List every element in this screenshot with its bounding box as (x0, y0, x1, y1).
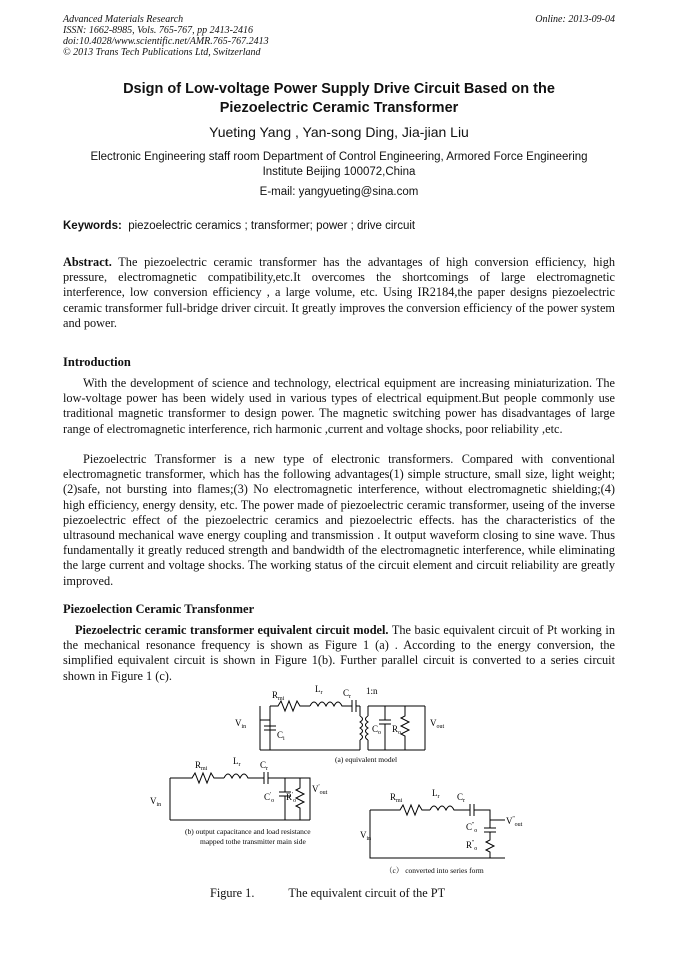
ro-label-b: $R'_o$ (286, 792, 297, 804)
figure-c-label: （c） converted into series form (385, 866, 484, 875)
rmi-label-c: $R_{mi}$ (390, 792, 403, 804)
email: E-mail: yangyueting@sina.com (259, 186, 419, 198)
lr-label-a: $L_r$ (315, 684, 323, 696)
equivalent-circuit-figure (150, 680, 560, 880)
title-line-1: Dsign of Low-voltage Power Supply Drive Circuit Based on the (123, 81, 555, 97)
title-line-2: Piezoelectric Ceramic Transformer (219, 100, 459, 116)
co-label-a: $C_o$ (372, 724, 382, 736)
section-2-text: The basic equivalent circuit of Pt working in the mechanical resonance frequency is shown as Figure 1 (a) . According to the energy conversion, the simplified equivalent circuit is shown in Figure 1(b). Further parallel circuit is converted to a series circuit shown in Figure 1 (c). (63, 623, 615, 683)
cr-label-b: $C_r$ (260, 760, 269, 772)
figure-caption (210, 886, 445, 901)
rmi-label-b: $R_{mi}$ (195, 760, 208, 772)
cr-label-c: $C_r$ (457, 792, 466, 804)
section-2-paragraph (63, 623, 615, 684)
journal-name: Advanced Materials Research (63, 14, 184, 25)
figure-b-label-1: (b) output capacitance and load resistance (185, 827, 311, 836)
vout-label-b: $V'_{out}$ (312, 784, 328, 796)
figure-caption-text: The equivalent circuit of the PT (288, 886, 446, 900)
ro-label-a: $R_o$ (392, 724, 402, 736)
ro-label-c: $R''_o$ (466, 840, 478, 852)
vout-label-c: $V''_{out}$ (506, 816, 523, 828)
section-2-lead: Piezoelectric ceramic transformer equivalent circuit model. (75, 623, 389, 637)
abstract (63, 255, 615, 331)
intro-p1-text: With the development of science and technology, electrical equipment are increasing miniaturization. The low-voltage power has been widely used in various types of electrical equipment.But people commonly use traditional magnetic transformer to design power. The magnetic switching power has disadvantages of large range of electromagnetic interference, rich harmonic ,current and voltage shocks, poor reliability ,etc. (63, 376, 615, 436)
copyright-line: © 2013 Trans Tech Publications Ltd, Switzerland (63, 47, 261, 58)
keywords-label: Keywords: (63, 220, 122, 232)
keywords-text: piezoelectric ceramics ; transformer; power ; drive circuit (128, 220, 416, 232)
ratio-label: 1:n (366, 686, 378, 696)
introduction-heading: Introduction (63, 355, 131, 369)
vin-label-b: $V_{in}$ (150, 796, 162, 808)
affiliation (63, 150, 615, 180)
co-label-c: $C''_o$ (466, 822, 478, 834)
ci-label: $C_i$ (277, 730, 285, 742)
online-date: Online: 2013-09-04 (535, 14, 615, 25)
co-label-b: $C'_o$ (264, 792, 275, 804)
section-2-heading: Piezoelection Ceramic Transfonmer (63, 602, 255, 616)
abstract-text: The piezoelectric ceramic transformer has the advantages of high conversion efficiency, high pressure, electromagnetic compatibility,etc.It overcomes the shortcomings of large electromagnetic interference, low conversion efficiency , a large volume, etc. Using IR2184,the paper designs piezoelectric ceramic transformer full-bridge driver circuit. It greatly improves the conversion efficiency of the power system and power. (63, 255, 615, 330)
abstract-label: Abstract. (63, 255, 112, 269)
intro-paragraph-2 (63, 452, 615, 589)
journal-header (63, 14, 615, 58)
keywords-line (63, 220, 615, 232)
affiliation-line-1: Electronic Engineering staff room Department of Control Engineering, Armored Force Engineering (90, 151, 588, 163)
intro-p2-text: Piezoelectric Transformer is a new type of electronic transformers. Compared with conventional electromagnetic transformer, which has the following advantages(1) simple structure, small size, light weight;(2)safe, not bursting into flames;(3) No electromagnetic interference, without electromagnetic shielding;(4) high efficiency, energy density, etc. The power made of piezoelectric ceramic transformer, useing of the inverse piezoelectric effect of the piezoelectric ceramics and piezoelectric effects. has the characteristics of the ultrasound mechanical wave energy coupling and transmission . It output waveform closing to sine wave. Thus fundamentally it greatly reduced strength and bandwidth of the electromagnetic interference, while eliminating the large current and voltage shocks. The working status of the circuit element and circuit reliability are greatly improved. (63, 452, 615, 588)
cr-label-a: $C_r$ (343, 688, 352, 700)
paper-title (63, 80, 615, 118)
intro-paragraph-1 (63, 376, 615, 437)
figure-caption-label: Figure 1. (210, 886, 255, 900)
doi-line: doi:10.4028/www.scientific.net/AMR.765-767.2413 (63, 36, 269, 47)
figure-a-label: (a) equivalent model (335, 755, 398, 764)
vout-label-a: $V_{out}$ (430, 718, 445, 730)
lr-label-b: $L_r$ (233, 756, 241, 768)
lr-label-c: $L_r$ (432, 788, 440, 800)
vin-label-a: $V_{in}$ (235, 718, 247, 730)
affiliation-line-2: Institute Beijing 100072,China (262, 166, 416, 178)
authors: Yueting Yang , Yan-song Ding, Jia-jian Liu (209, 124, 469, 140)
vin-label-c: $V_{in}$ (360, 830, 372, 842)
issn-line: ISSN: 1662-8985, Vols. 765-767, pp 2413-2416 (63, 25, 253, 36)
figure-b-label-2: mapped tothe transmitter main side (200, 837, 306, 846)
rmi-label-a: $R_{mi}$ (272, 690, 285, 702)
